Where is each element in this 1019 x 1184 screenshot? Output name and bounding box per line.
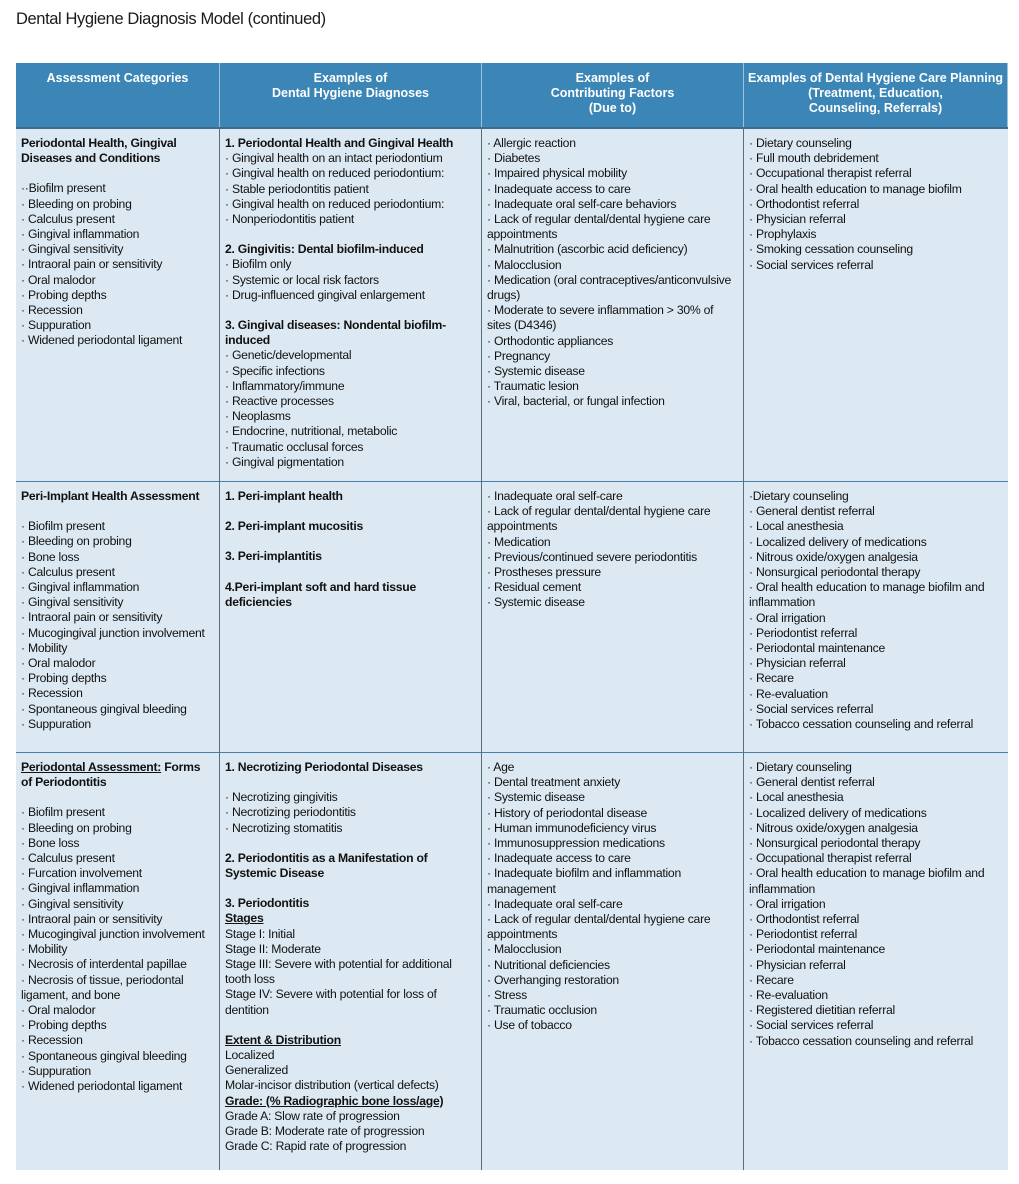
diagnosis-heading: 4.Peri-implant soft and hard tissue deficiencies [225, 579, 417, 609]
list-item: · Intraoral pain or sensitivity [21, 911, 163, 926]
row2-factors-list [487, 489, 738, 611]
list-item: · Oral malodor [21, 272, 96, 287]
list-item: · Oral health education to manage biofilm and inflammation [749, 866, 985, 896]
list-item: · Biofilm present [21, 519, 105, 534]
list-item: · Medication [487, 534, 551, 549]
list-item: · Biofilm present [21, 805, 105, 820]
header-factors: Examples of Contributing Factors (Due to) [482, 63, 744, 127]
diagnosis-heading: 2. Gingivitis: Dental biofilm-induced [225, 242, 424, 257]
list-item: · Necrotizing stomatitis [225, 820, 343, 835]
list-item: · Orthodontist referral [749, 912, 860, 927]
list-item: ··Biofilm present [21, 181, 106, 196]
list-item: · Intraoral pain or sensitivity [21, 257, 163, 272]
list-item: · Necrosis of tissue, periodontal ligament, and bone [21, 972, 184, 1002]
list-item: · Oral health education to manage biofilm [749, 181, 962, 196]
row3-extent-list [225, 1048, 476, 1094]
list-item: Grade B: Moderate rate of progression [225, 1124, 425, 1139]
list-item: · Diabetes [487, 151, 541, 166]
list-item: · Use of tobacco [487, 1018, 572, 1033]
list-item: · Recare [749, 972, 794, 987]
list-item: · Gingival health on an intact periodontium [225, 151, 443, 166]
list-item: · Furcation involvement [21, 866, 142, 881]
list-item: · Systemic disease [487, 364, 585, 379]
list-item: · Probing depths [21, 287, 107, 302]
list-item: · Genetic/developmental [225, 348, 352, 363]
list-item: · Moderate to severe inflammation > 30% of sites (D4346) [487, 303, 714, 333]
list-item: · Social services referral [749, 257, 874, 272]
list-item: Localized [225, 1048, 275, 1063]
row3-grade-label: Grade: (% Radiographic bone loss/age) [225, 1093, 444, 1108]
list-item: · Recare [749, 671, 794, 686]
row3-title-rest: Forms of Periodontitis [21, 760, 201, 790]
list-item: · Physician referral [749, 656, 846, 671]
list-item: · Widened periodontal ligament [21, 1079, 183, 1094]
list-item: · Gingival pigmentation [225, 454, 344, 469]
list-item: · Bone loss [21, 835, 80, 850]
list-item: · Malocclusion [487, 942, 562, 957]
list-item: · Physician referral [749, 212, 846, 227]
list-item: Molar-incisor distribution (vertical defects) [225, 1078, 439, 1093]
list-item: · Overhanging restoration [487, 972, 619, 987]
list-item: · Nitrous oxide/oxygen analgesia [749, 549, 918, 564]
list-item: · Medication (oral contraceptives/anticonvulsive drugs) [487, 272, 732, 303]
list-item: Grade C: Rapid rate of progression [225, 1139, 407, 1154]
list-item: · Stable periodontitis patient [225, 181, 369, 196]
list-item: · Inadequate access to care [487, 851, 631, 866]
list-item: · Mobility [21, 640, 68, 655]
list-item: · Periodontist referral [749, 625, 858, 640]
list-item: · Inflammatory/immune [225, 378, 345, 393]
row1-planning-list [749, 136, 1003, 273]
list-item: · Nutritional deficiencies [487, 957, 610, 972]
list-item: · Specific infections [225, 363, 325, 378]
list-item: · Oral irrigation [749, 896, 826, 911]
row3-stages-label: Stages [225, 911, 264, 926]
list-item: Stage I: Initial [225, 926, 295, 941]
list-item: · Nonsurgical periodontal therapy [749, 836, 921, 851]
list-item: · Orthodontist referral [749, 196, 860, 211]
list-item: · Social services referral [749, 1018, 874, 1033]
list-item: · Gingival inflammation [21, 881, 140, 896]
list-item: · Suppuration [21, 1063, 91, 1078]
list-item: · Systemic disease [487, 595, 585, 610]
row3-extent-label: Extent & Distribution [225, 1032, 341, 1047]
list-item: · Probing depths [21, 1018, 107, 1033]
list-item: · Smoking cessation counseling [749, 242, 913, 257]
list-item: · Periodontal maintenance [749, 641, 886, 656]
row1-assessment [16, 127, 220, 481]
list-item: · Recession [21, 1033, 83, 1048]
list-item: · Immunosuppression medications [487, 836, 665, 851]
list-item: · Bleeding on probing [21, 196, 132, 211]
list-item: · Lack of regular dental/dental hygiene care appointments [487, 212, 711, 242]
list-item: · Mucogingival junction involvement [21, 625, 205, 640]
list-item: · Occupational therapist referral [749, 166, 912, 181]
list-item: · Bleeding on probing [21, 534, 132, 549]
list-item: · Pregnancy [487, 348, 550, 363]
row2-assessment-list [21, 519, 214, 732]
list-item: · Necrotizing periodontitis [225, 805, 356, 820]
row1-assessment-title: Periodontal Health, Gingival Diseases and Conditions [21, 136, 177, 166]
row3-planning-list [749, 760, 1003, 1049]
row3-stages-list [225, 927, 476, 1018]
list-item: · Suppuration [21, 716, 91, 731]
list-item: ·Dietary counseling [749, 489, 849, 503]
list-item: · Oral irrigation [749, 610, 826, 625]
list-item: · Drug-influenced gingival enlargement [225, 287, 425, 302]
list-item: · Tobacco cessation counseling and referral [749, 1033, 974, 1048]
list-item: · Allergic reaction [487, 136, 576, 150]
list-item: · Gingival inflammation [21, 227, 140, 242]
row3-planning [744, 752, 1008, 1170]
list-item: · Bleeding on probing [21, 820, 132, 835]
list-item: · Full mouth debridement [749, 151, 879, 166]
list-item: · Calculus present [21, 211, 115, 226]
list-item: · Gingival health on reduced periodontium: [225, 196, 445, 211]
list-item: · Age [487, 760, 515, 774]
list-item: · Malnutrition (ascorbic acid deficiency) [487, 242, 688, 257]
list-item: · Localized delivery of medications [749, 805, 927, 820]
row1-diagnoses [220, 127, 482, 481]
list-item: · Inadequate biofilm and inflammation management [487, 866, 681, 896]
list-item: · Local anesthesia [749, 519, 844, 534]
list-item: · Spontaneous gingival bleeding [21, 1048, 187, 1063]
row2-diagnoses [220, 481, 482, 752]
list-item: · Systemic or local risk factors [225, 272, 379, 287]
diagnosis-heading: 1. Peri-implant health [225, 489, 343, 503]
list-item: · Gingival inflammation [21, 580, 140, 595]
list-item: · Re-evaluation [749, 686, 828, 701]
row3-factors [482, 752, 744, 1170]
list-item: · Inadequate oral self-care behaviors [487, 196, 677, 211]
diagnosis-heading: 3. Peri-implantitis [225, 549, 322, 564]
list-item: · Mucogingival junction involvement [21, 927, 205, 942]
header-planning: Examples of Dental Hygiene Care Planning (Treatment, Education, Counseling, Referrals) [744, 63, 1008, 127]
list-item: · Probing depths [21, 671, 107, 686]
list-item: · Calculus present [21, 564, 115, 579]
list-item: · Periodontal maintenance [749, 942, 886, 957]
list-item: · General dentist referral [749, 775, 875, 790]
row3-diag-h1-list [225, 790, 476, 836]
list-item: · Gingival sensitivity [21, 242, 124, 257]
row1-factors-list [487, 136, 738, 410]
list-item: · Human immunodeficiency virus [487, 820, 657, 835]
row1-factors [482, 127, 744, 481]
row2-assessment [16, 481, 220, 752]
list-item: · Gingival health on reduced periodontium: [225, 166, 445, 181]
diagnosis-heading: 2. Peri-implant mucositis [225, 519, 364, 534]
row2-factors [482, 481, 744, 752]
list-item: · Nitrous oxide/oxygen analgesia [749, 820, 918, 835]
list-item: · Traumatic occlusion [487, 1003, 597, 1018]
list-item: · Traumatic lesion [487, 379, 579, 394]
page-title: Dental Hygiene Diagnosis Model (continued) [16, 10, 326, 28]
row3-title-underlined: Periodontal Assessment: [21, 760, 162, 774]
list-item: · Nonsurgical periodontal therapy [749, 565, 921, 580]
list-item: · Residual cement [487, 580, 581, 595]
list-item: Stage II: Moderate [225, 941, 321, 956]
list-item: · Occupational therapist referral [749, 851, 912, 866]
list-item: · Previous/continued severe periodontitis [487, 549, 697, 564]
list-item: · Widened periodontal ligament [21, 333, 183, 348]
row3-diag-h3: 3. Periodontitis [225, 896, 310, 911]
list-item: · Traumatic occlusal forces [225, 439, 364, 454]
list-item: · Prophylaxis [749, 227, 817, 242]
list-item: · Inadequate oral self-care [487, 489, 623, 503]
row3-assessment-list [21, 805, 214, 1094]
row3-diagnoses [220, 752, 482, 1170]
list-item: · Prostheses pressure [487, 565, 601, 580]
row2-planning-list [749, 489, 1003, 732]
list-item: · Impaired physical mobility [487, 166, 627, 181]
row2-assessment-title: Peri-Implant Health Assessment [21, 489, 200, 503]
list-item: · Stress [487, 988, 527, 1003]
list-item: · Viral, bacterial, or fungal infection [487, 394, 665, 409]
row2-planning [744, 481, 1008, 752]
list-item: · Biofilm only [225, 257, 292, 272]
list-item: · Tobacco cessation counseling and referral [749, 717, 974, 732]
list-item: · Local anesthesia [749, 790, 844, 805]
row1-planning [744, 127, 1008, 481]
list-item: · Necrosis of interdental papillae [21, 957, 187, 972]
list-item: · Malocclusion [487, 257, 562, 272]
list-item: · Inadequate oral self-care [487, 896, 623, 911]
list-item: · Systemic disease [487, 790, 585, 805]
list-item: · Inadequate access to care [487, 181, 631, 196]
list-item: · Endocrine, nutritional, metabolic [225, 424, 398, 439]
row3-grade-list [225, 1109, 476, 1155]
list-item: · Intraoral pain or sensitivity [21, 610, 163, 625]
list-item: · Bone loss [21, 549, 80, 564]
list-item: Grade A: Slow rate of progression [225, 1108, 400, 1123]
row3-diag-h2: 2. Periodontitis as a Manifestation of Systemic Disease [225, 850, 428, 881]
list-item: Stage IV: Severe with potential for loss of dentition [225, 987, 437, 1017]
list-item: · Necrotizing gingivitis [225, 790, 338, 805]
list-item: · Registered dietitian referral [749, 1003, 896, 1018]
list-item: · Re-evaluation [749, 988, 828, 1003]
list-item: · Suppuration [21, 318, 91, 333]
list-item: · Spontaneous gingival bleeding [21, 701, 187, 716]
list-item: · Lack of regular dental/dental hygiene care appointments [487, 912, 711, 942]
list-item: · Dietary counseling [749, 136, 852, 150]
list-item: · Nonperiodontitis patient [225, 212, 354, 227]
list-item: · Recession [21, 686, 83, 701]
list-item: · Orthodontic appliances [487, 333, 614, 348]
list-item: · Recession [21, 303, 83, 318]
list-item: · Reactive processes [225, 394, 334, 409]
list-item: · Oral malodor [21, 1003, 96, 1018]
list-item: · Periodontist referral [749, 927, 858, 942]
list-item: Generalized [225, 1063, 288, 1078]
list-item: · Calculus present [21, 851, 115, 866]
list-item: · Lack of regular dental/dental hygiene care appointments [487, 504, 711, 534]
list-item: Stage III: Severe with potential for additional tooth loss [225, 957, 452, 987]
diagnosis-table [16, 63, 1008, 1170]
row3-assessment-title [21, 760, 214, 790]
list-item: · History of periodontal disease [487, 805, 648, 820]
row3-diag-h1: 1. Necrotizing Periodontal Diseases [225, 760, 423, 774]
list-item: · Oral health education to manage biofilm and inflammation [749, 580, 985, 610]
list-item: · Gingival sensitivity [21, 595, 124, 610]
row3-factors-list [487, 760, 738, 1034]
list-item: · Social services referral [749, 701, 874, 716]
header-assessment: Assessment Categories [16, 63, 220, 127]
list-item: · Localized delivery of medications [749, 534, 927, 549]
list-item: · Mobility [21, 942, 68, 957]
header-diagnoses: Examples of Dental Hygiene Diagnoses [220, 63, 482, 127]
diagnosis-heading: 3. Gingival diseases: Nondental biofilm-induced [225, 318, 446, 348]
list-item: · General dentist referral [749, 504, 875, 519]
row3-assessment [16, 752, 220, 1170]
list-item: · Dental treatment anxiety [487, 775, 621, 790]
list-item: · Neoplasms [225, 409, 291, 424]
list-item: · Physician referral [749, 957, 846, 972]
row1-assessment-list [21, 181, 214, 348]
diagnosis-heading: 1. Periodontal Health and Gingival Health [225, 136, 454, 150]
list-item: · Gingival sensitivity [21, 896, 124, 911]
list-item: · Oral malodor [21, 656, 96, 671]
list-item: · Dietary counseling [749, 760, 852, 774]
